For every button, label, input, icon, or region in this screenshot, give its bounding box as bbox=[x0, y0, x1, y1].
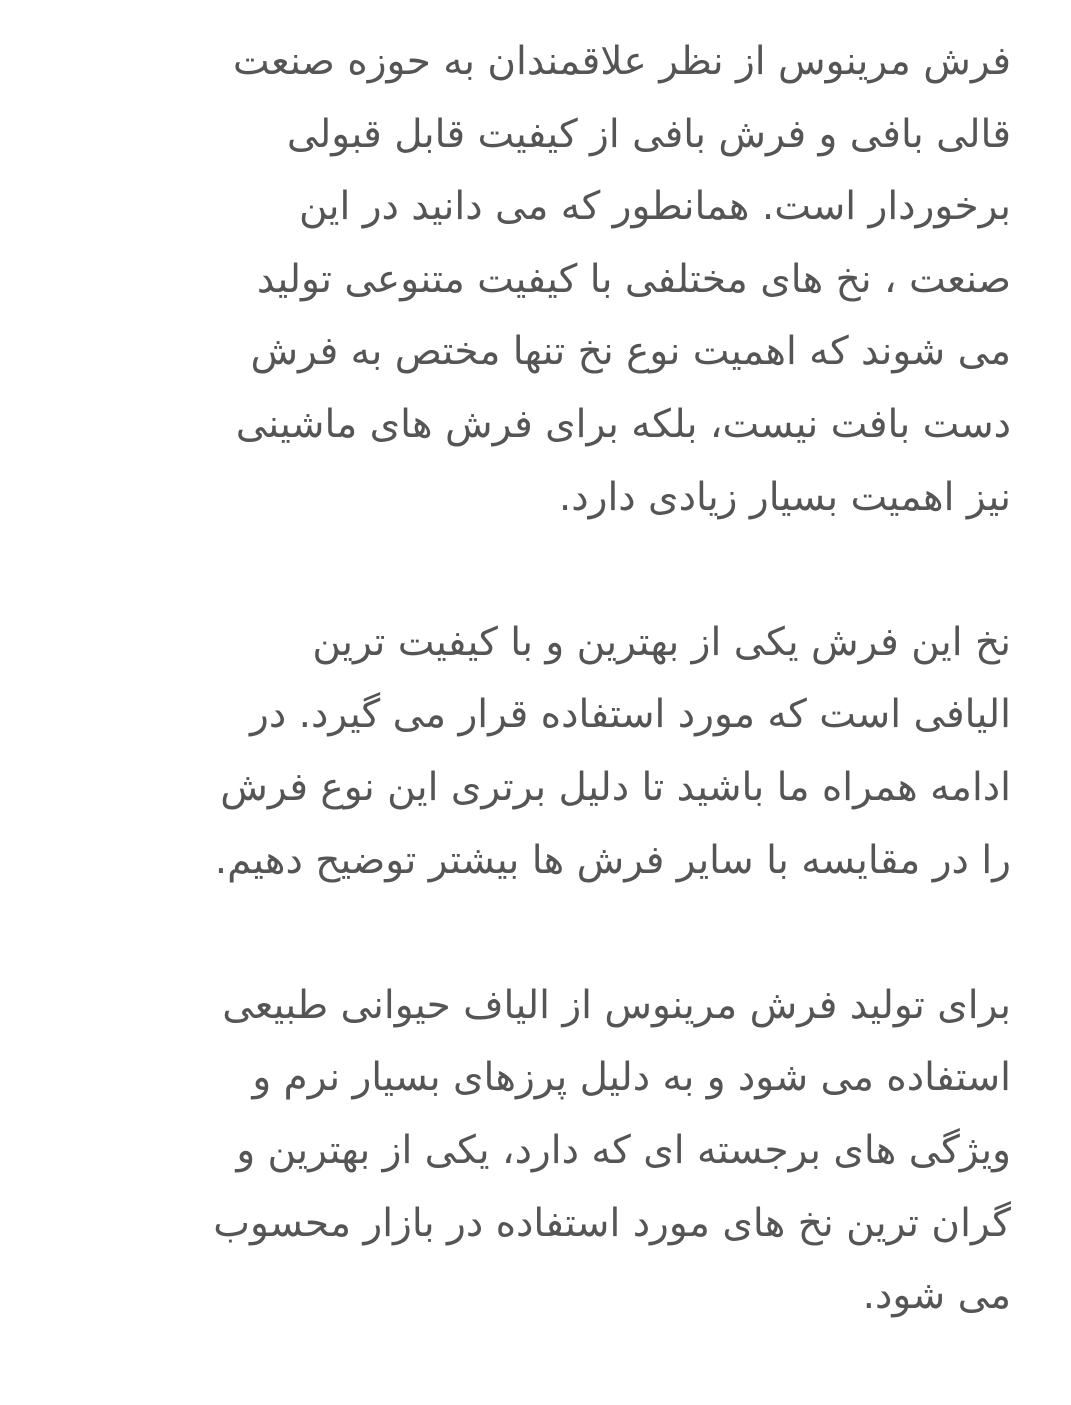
text-line: را در مقایسه با سایر فرش ها بیشتر توضیح دهیم. bbox=[214, 837, 1011, 883]
paragraph-1 bbox=[71, 26, 1011, 534]
paragraph-3 bbox=[71, 970, 1011, 1333]
text-line: صنعت ، نخ های مختلفی با کیفیت متنوعی تولید bbox=[256, 256, 1011, 302]
text-line: الیافی است که مورد استفاده قرار می گیرد. در bbox=[250, 692, 1011, 738]
text-line: گران ترین نخ های مورد استفاده در بازار محسوب bbox=[213, 1200, 1011, 1246]
text-line: نخ این فرش یکی از بهترین و با کیفیت ترین bbox=[312, 619, 1011, 665]
article-body bbox=[71, 26, 1011, 1405]
paragraph-2 bbox=[71, 607, 1011, 897]
text-line: استفاده می شود و به دلیل پرزهای بسیار نرم و bbox=[252, 1055, 1011, 1101]
text-line: ویژگی های برجسته ای که دارد، یکی از بهترین و bbox=[236, 1127, 1011, 1173]
text-line: فرش مرینوس از نظر علاقمندان به حوزه صنعت bbox=[232, 39, 1011, 84]
text-line: نیز اهمیت بسیار زیادی دارد. bbox=[558, 474, 1011, 520]
text-line: می شود. bbox=[862, 1273, 1011, 1319]
text-line: قالی بافی و فرش بافی از کیفیت قابل قبولی bbox=[286, 111, 1011, 157]
text-line: می شوند که اهمیت نوع نخ تنها مختص به فرش bbox=[250, 329, 1011, 375]
text-line: دست بافت نیست، بلکه برای فرش های ماشینی bbox=[235, 401, 1011, 447]
text-line: برخوردار است. همانطور که می دانید در این bbox=[298, 184, 1011, 230]
text-line: برای تولید فرش مرینوس از الیاف حیوانی طبیعی bbox=[222, 982, 1011, 1028]
text-line: ادامه همراه ما باشید تا دلیل برتری این نوع فرش bbox=[220, 764, 1011, 810]
